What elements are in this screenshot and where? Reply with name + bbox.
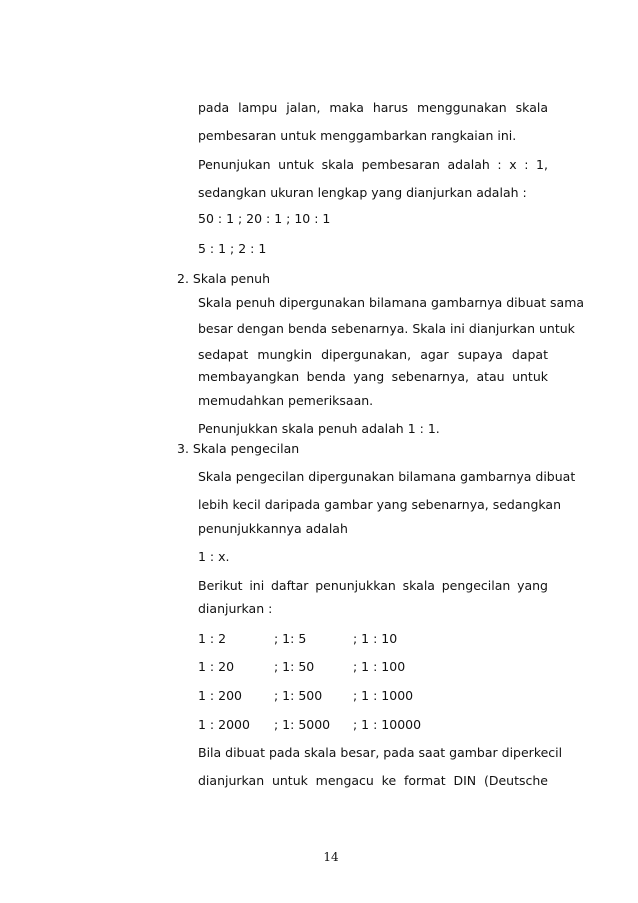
section-heading-full-scale: 2. Skala penuh <box>177 271 271 286</box>
paragraph-line: lebih kecil daripada gambar yang sebenarnya, sedangkan <box>198 497 561 512</box>
paragraph-line: 1 : x. <box>198 549 230 564</box>
scale-row <box>198 688 448 704</box>
section-heading-reduction-scale: 3. Skala pengecilan <box>177 441 300 456</box>
paragraph-line: pada lampu jalan, maka harus menggunakan skala <box>198 100 548 115</box>
scale-list-line: 50 : 1 ; 20 : 1 ; 10 : 1 <box>198 211 331 226</box>
scale-value: ; 1: 5 <box>274 631 307 646</box>
paragraph-line: Penunjukkan skala penuh adalah 1 : 1. <box>198 421 440 436</box>
paragraph-line: penunjukkannya adalah <box>198 521 348 536</box>
paragraph-line: Berikut ini daftar penunjukkan skala pengecilan yang <box>198 578 548 593</box>
paragraph-line: pembesaran untuk menggambarkan rangkaian ini. <box>198 128 517 143</box>
scale-row <box>198 659 448 675</box>
paragraph-line: membayangkan benda yang sebenarnya, atau untuk <box>198 369 548 384</box>
paragraph-line: dianjurkan : <box>198 601 273 616</box>
paragraph-line: Bila dibuat pada skala besar, pada saat gambar diperkecil <box>198 745 563 760</box>
scale-value: ; 1 : 10000 <box>353 717 422 732</box>
scale-value: ; 1: 50 <box>274 659 315 674</box>
scale-value: ; 1: 500 <box>274 688 323 703</box>
paragraph-line: Skala pengecilan dipergunakan bilamana gambarnya dibuat <box>198 469 576 484</box>
scale-value: 1 : 20 <box>198 659 235 674</box>
scale-list-line: 5 : 1 ; 2 : 1 <box>198 241 267 256</box>
paragraph-line: Skala penuh dipergunakan bilamana gambarnya dibuat sama <box>198 295 585 310</box>
paragraph-line: Penunjukan untuk skala pembesaran adalah : x : 1, <box>198 157 548 172</box>
page-number: 14 <box>323 850 339 864</box>
scale-value: ; 1: 5000 <box>274 717 331 732</box>
scale-value: 1 : 200 <box>198 688 242 703</box>
scale-value: ; 1 : 100 <box>353 659 406 674</box>
paragraph-line: besar dengan benda sebenarnya. Skala ini dianjurkan untuk <box>198 321 575 336</box>
scale-row <box>198 631 448 647</box>
scale-value: 1 : 2 <box>198 631 227 646</box>
paragraph-line: dianjurkan untuk mengacu ke format DIN (Deutsche <box>198 773 548 788</box>
paragraph-line: sedapat mungkin dipergunakan, agar supaya dapat <box>198 347 548 362</box>
scale-value: 1 : 2000 <box>198 717 250 732</box>
paragraph-line: sedangkan ukuran lengkap yang dianjurkan adalah : <box>198 185 527 200</box>
scale-row <box>198 717 448 733</box>
scale-value: ; 1 : 1000 <box>353 688 414 703</box>
scale-value: ; 1 : 10 <box>353 631 398 646</box>
paragraph-line: memudahkan pemeriksaan. <box>198 393 374 408</box>
